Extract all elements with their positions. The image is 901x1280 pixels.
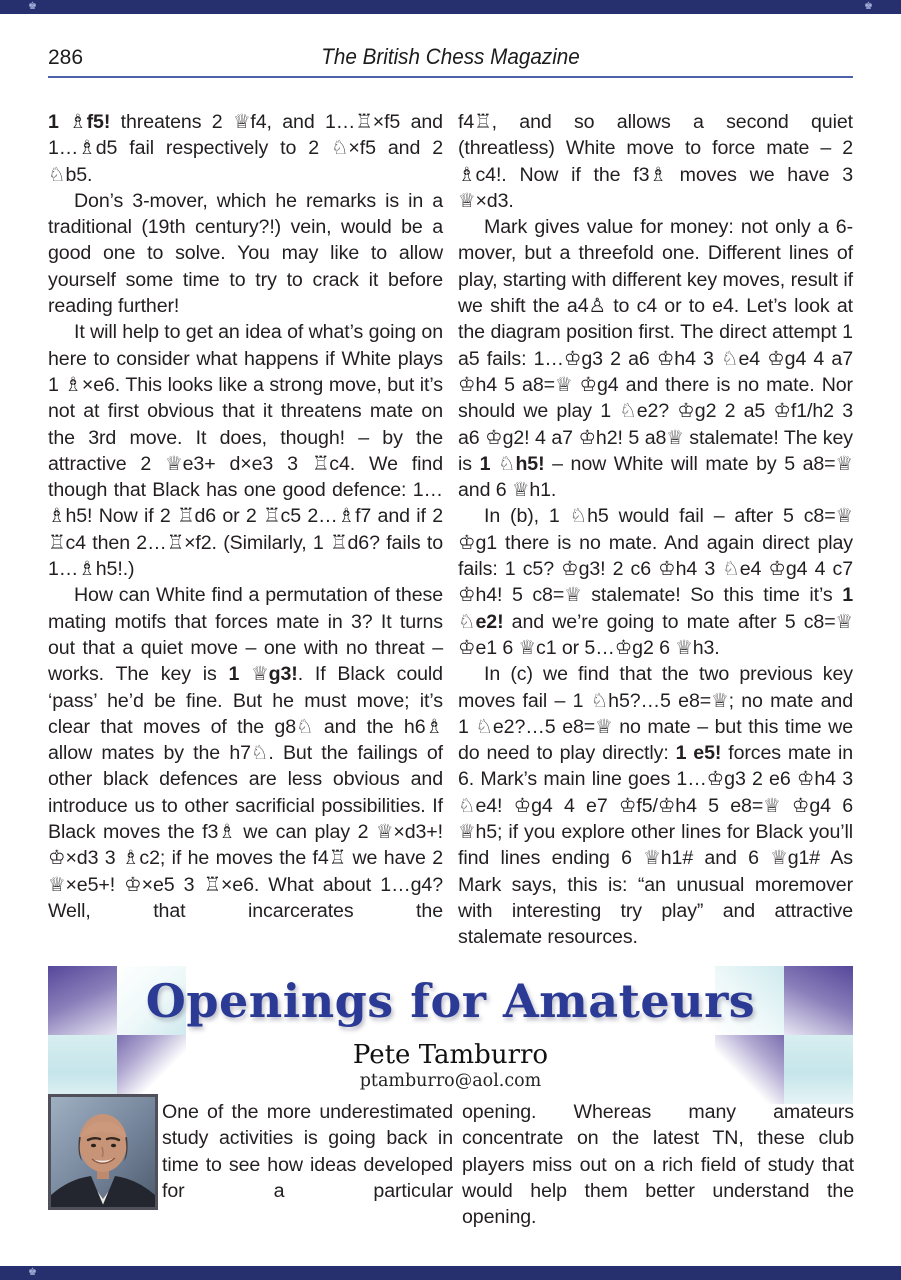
page-number: 286 bbox=[48, 46, 84, 69]
article-right-column bbox=[458, 109, 853, 951]
chess-king-icon: ♚ bbox=[28, 1267, 37, 1278]
paragraph: One of the more underestimated study activities is going back in time to see how ideas developed for a particular bbox=[162, 1101, 453, 1202]
paragraph: How can White find a permutation of these mating motifs that forces mate in 3? It turns out that a quiet move – one with no threat – works. The key is 1 ♕g3!. If Black could ‘pass’ he’d be fine. But he must move; it’s clear that moves of the g8♘ and the h6♗ allow mates by the h7♘. But the failings of other black defences are less obvious and introduce us to other sacrificial possibilities. If Black moves the f3♗ we can play 2 ♕×d3+! ♔×d3 3 ♗c2; if he moves the f4♖ we have 2 ♕×e5+! ♔×e5 3 ♖×e6. What about 1…g4? Well, that incarcerates the bbox=[48, 584, 443, 922]
paragraph: Mark gives value for money: not only a 6-mover, but a threefold one. Different lines of play, starting with different key moves, result if we shift the a4♙ to c4 or to e4. Let’s look at the diagram position first. The direct attempt 1 a5 fails: 1…♔g3 2 a6 ♔h4 3 ♘e4 ♔g4 4 a7 ♔h4 5 a8=♕ ♔g4 and there is no mate. Nor should we play 1 ♘e2? ♔g2 2 a5 ♔f1/h2 3 a6 ♔g2! 4 a7 ♔h2! 5 a8♕ stalemate! The key is 1 ♘h5! – now White will mate by 5 a8=♕ and 6 ♕h1. bbox=[458, 216, 853, 502]
top-border-bar bbox=[0, 0, 901, 14]
article-body bbox=[48, 109, 853, 951]
paragraph: 1 ♗f5! threatens 2 ♕f4, and 1…♖×f5 and 1…♗d5 fail respectively to 2 ♘×f5 and 2 ♘b5. bbox=[48, 111, 443, 186]
magazine-title: The British Chess Magazine bbox=[321, 44, 580, 69]
feature-author-email: ptamburro@aol.com bbox=[359, 1071, 542, 1091]
article-left-column bbox=[48, 109, 443, 951]
feature-title: Openings for Amateurs bbox=[145, 974, 756, 1028]
chess-king-icon: ♚ bbox=[864, 1, 873, 12]
paragraph: In (b), 1 ♘h5 would fail – after 5 c8=♕ ♔g1 there is no mate. And again direct play fails: 1 c5? ♔g3! 2 c6 ♔h4 3 ♘e4 ♔g4 4 c7 ♔h4! 5 c8=♕ stalemate! So this time it’s 1 ♘e2! and we’re going to mate after 5 c8=♕ ♔e1 6 ♕c1 or 5…♔g2 6 ♕h3. bbox=[458, 505, 853, 659]
running-head bbox=[48, 46, 853, 78]
feature-intro-right bbox=[462, 1099, 854, 1230]
paragraph: opening. Whereas many amateurs concentrate on the latest TN, these club players miss out on a rich field of study that would help them better understand the opening. bbox=[462, 1101, 854, 1229]
author-photo-image bbox=[51, 1097, 155, 1207]
paragraph: It will help to get an idea of what’s going on here to consider what happens if White plays 1 ♗×e6. This looks like a strong move, but it’s not at first obvious that it threatens mate on the 3rd move. It does, though! – by the attractive 2 ♕e3+ d×e3 3 ♖c4. We find though that Black has one good defence: 1…♗h5! Now if 2 ♖d6 or 2 ♖c5 2…♗f7 and if 2 ♖c4 then 2…♖×f2. (Similarly, 1 ♖d6? fails to 1…♗h5!.) bbox=[48, 321, 443, 581]
chess-king-icon: ♚ bbox=[28, 1, 37, 12]
author-photo bbox=[48, 1094, 158, 1210]
bottom-border-bar bbox=[0, 1266, 901, 1280]
paragraph: Don’s 3-mover, which he remarks is in a traditional (19th century?!) vein, would be a good one to solve. You may like to allow yourself some time to try to crack it before reading further! bbox=[48, 189, 443, 318]
feature-intro-left bbox=[162, 1099, 453, 1204]
feature-author: Pete Tamburro bbox=[352, 1040, 549, 1070]
paragraph: f4♖, and so allows a second quiet (threatless) White move to force mate – 2 ♗c4!. Now if the f3♗ moves we have 3 ♕×d3. bbox=[458, 111, 853, 212]
paragraph: In (c) we find that the two previous key moves fail – 1 ♘h5?…5 e8=♕; no mate and 1 ♘e2?…5 e8=♕ no mate – but this time we do need to play directly: 1 e5! forces mate in 6. Mark’s main line goes 1…♔g3 2 e6 ♔h4 3 ♘e4! ♔g4 4 e7 ♔f5/♔h4 5 e8=♕ ♔g4 6 ♕h5; if you explore other lines for Black you’ll find lines ending 6 ♕h1# and 6 ♕g1# As Mark says, this is: “an unusual moremover with interesting try play” and attractive stalemate resources. bbox=[458, 663, 854, 949]
